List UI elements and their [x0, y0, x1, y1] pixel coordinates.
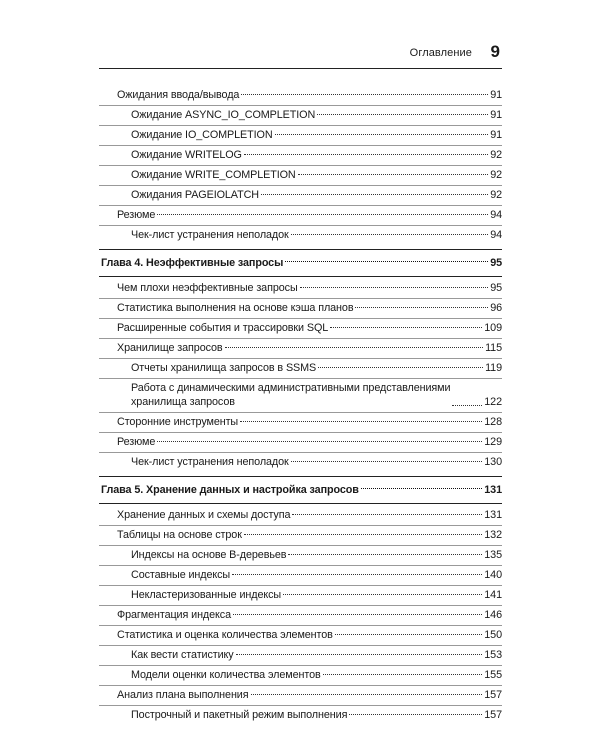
toc-entry-page: 94: [490, 229, 502, 241]
toc-entry-title: Чек-лист устранения неполадок: [131, 456, 289, 468]
toc-entry-page: 109: [484, 322, 502, 334]
leader-dots: [291, 461, 483, 462]
leader-dots: [244, 154, 488, 155]
toc-entry-title: Отчеты хранилища запросов в SSMS: [131, 362, 317, 374]
toc-entry-multiline: [99, 379, 502, 413]
leader-dots: [233, 614, 482, 615]
toc-entry: [99, 453, 502, 472]
leader-dots: [335, 634, 482, 635]
toc-entry: [99, 506, 502, 526]
toc-entry-title: Сторонние инструменты: [117, 416, 239, 428]
toc-entry-page: 132: [484, 529, 502, 541]
toc-entry: [99, 126, 502, 146]
toc-entry: [99, 279, 502, 299]
toc-entry-title-line1: Работа с динамическими административными представлениями: [131, 382, 451, 394]
toc-entry-page: 95: [490, 282, 502, 294]
toc-entry: [99, 86, 502, 106]
toc-entry-page: 146: [484, 609, 502, 621]
toc-chapter: [99, 476, 502, 504]
toc-entry-title: Статистика выполнения на основе кэша планов: [117, 302, 354, 314]
toc-entry-title: Некластеризованные индексы: [131, 589, 282, 601]
toc-entry-title: Статистика и оценка количества элементов: [117, 629, 333, 641]
leader-dots: [300, 287, 489, 288]
leader-dots: [275, 134, 489, 135]
toc-entry-page: 92: [490, 189, 502, 201]
toc-entry-title: Ожидания PAGEIOLATCH: [131, 189, 259, 201]
leader-dots: [318, 367, 483, 368]
toc-entry-title: Фрагментация индекса: [117, 609, 231, 621]
toc-chapter-title: Глава 5. Хранение данных и настройка запросов: [101, 484, 359, 496]
toc-entry-title: Индексы на основе B-деревьев: [131, 549, 287, 561]
toc-entry: [99, 586, 502, 606]
toc-chapter-title: Глава 4. Неэффективные запросы: [101, 257, 284, 269]
toc-entry: [99, 546, 502, 566]
toc-entry-page: 157: [484, 689, 502, 701]
toc-entry-page: 122: [484, 396, 502, 408]
toc-entry-page: 91: [490, 89, 502, 101]
toc-chapter-page: 95: [490, 257, 502, 269]
toc-entry-title: Ожидание WRITELOG: [131, 149, 242, 161]
toc-entry-page: 92: [490, 149, 502, 161]
leader-dots: [355, 307, 488, 308]
running-header: [99, 42, 502, 69]
leader-dots: [251, 694, 483, 695]
toc-entry-page: 91: [490, 109, 502, 121]
leader-dots: [241, 94, 488, 95]
toc-entry-title: [131, 381, 450, 409]
leader-dots: [288, 554, 482, 555]
toc-entry-page: 141: [484, 589, 502, 601]
toc-entry: [99, 319, 502, 339]
leader-dots: [317, 114, 488, 115]
toc-entry: [99, 626, 502, 646]
toc-entry-title: Ожидания ввода/вывода: [117, 89, 240, 101]
leader-dots: [291, 234, 489, 235]
toc-entry-page: 96: [490, 302, 502, 314]
header-title: Оглавление: [409, 47, 472, 59]
toc-entry: [99, 606, 502, 626]
toc-entry-title: Расширенные события и трассировки SQL: [117, 322, 329, 334]
leader-dots: [285, 261, 488, 262]
toc-entry-page: 92: [490, 169, 502, 181]
toc-entry-title: Резюме: [117, 209, 156, 221]
toc-entry-title: Чек-лист устранения неполадок: [131, 229, 289, 241]
leader-dots: [330, 327, 482, 328]
toc-entry-page: 115: [485, 342, 502, 354]
toc-entry: [99, 646, 502, 666]
toc-entry-title: Таблицы на основе строк: [117, 529, 242, 541]
leader-dots: [292, 514, 482, 515]
leader-dots: [323, 674, 483, 675]
toc-entry-page: 131: [484, 509, 502, 521]
toc-entry: [99, 339, 502, 359]
leader-dots: [244, 534, 482, 535]
toc-entry: [99, 433, 502, 453]
leader-dots: [157, 441, 482, 442]
toc-entry-title: Хранилище запросов: [117, 342, 223, 354]
toc-entry: [99, 206, 502, 226]
leader-dots: [236, 654, 483, 655]
toc-entry-page: 130: [484, 456, 502, 468]
toc-entry-title: Чем плохи неэффективные запросы: [117, 282, 298, 294]
leader-dots: [157, 214, 488, 215]
toc-entry-page: 153: [484, 649, 502, 661]
toc-entry-title: Модели оценки количества элементов: [131, 669, 321, 681]
toc-entry-title-line2: хранилища запросов: [131, 396, 235, 408]
toc-entry: [99, 706, 502, 725]
leader-dots: [452, 405, 482, 406]
leader-dots: [283, 594, 482, 595]
leader-dots: [349, 714, 482, 715]
leader-dots: [232, 574, 482, 575]
toc-entry-page: 140: [484, 569, 502, 581]
toc-entry: [99, 566, 502, 586]
toc-entry-page: 157: [484, 709, 502, 721]
toc-entry: [99, 666, 502, 686]
toc-entry: [99, 526, 502, 546]
toc-entry-title: Как вести статистику: [131, 649, 234, 661]
toc-entry-title: Ожидание IO_COMPLETION: [131, 129, 273, 141]
toc-entry-page: 94: [490, 209, 502, 221]
toc-entry-page: 135: [484, 549, 502, 561]
leader-dots: [298, 174, 489, 175]
toc-entry: [99, 686, 502, 706]
toc-entry-page: 91: [490, 129, 502, 141]
leader-dots: [261, 194, 488, 195]
toc-entry-page: 155: [484, 669, 502, 681]
toc-entry-page: 150: [484, 629, 502, 641]
toc-entry-title: Анализ плана выполнения: [117, 689, 249, 701]
toc-entry: [99, 166, 502, 186]
toc-entry-title: Составные индексы: [131, 569, 231, 581]
toc-entry-title: Хранение данных и схемы доступа: [117, 509, 291, 521]
toc-entry: [99, 299, 502, 319]
toc-entry-page: 128: [484, 416, 502, 428]
toc-entry-title: Резюме: [117, 436, 156, 448]
toc-chapter: [99, 249, 502, 277]
toc-entry: [99, 413, 502, 433]
toc-chapter-page: 131: [484, 484, 502, 496]
toc-entry-page: 119: [485, 362, 502, 374]
toc-entry: [99, 359, 502, 379]
leader-dots: [225, 347, 484, 348]
leader-dots: [240, 421, 482, 422]
toc-entry: [99, 226, 502, 245]
table-of-contents: [99, 86, 502, 725]
toc-entry-title: Ожидание WRITE_COMPLETION: [131, 169, 296, 181]
leader-dots: [361, 488, 482, 489]
toc-entry: [99, 106, 502, 126]
toc-entry: [99, 146, 502, 166]
toc-entry: [99, 186, 502, 206]
toc-entry-title: Построчный и пакетный режим выполнения: [131, 709, 348, 721]
header-page-number: 9: [490, 42, 500, 61]
toc-entry-page: 129: [484, 436, 502, 448]
toc-entry-title: Ожидание ASYNC_IO_COMPLETION: [131, 109, 316, 121]
